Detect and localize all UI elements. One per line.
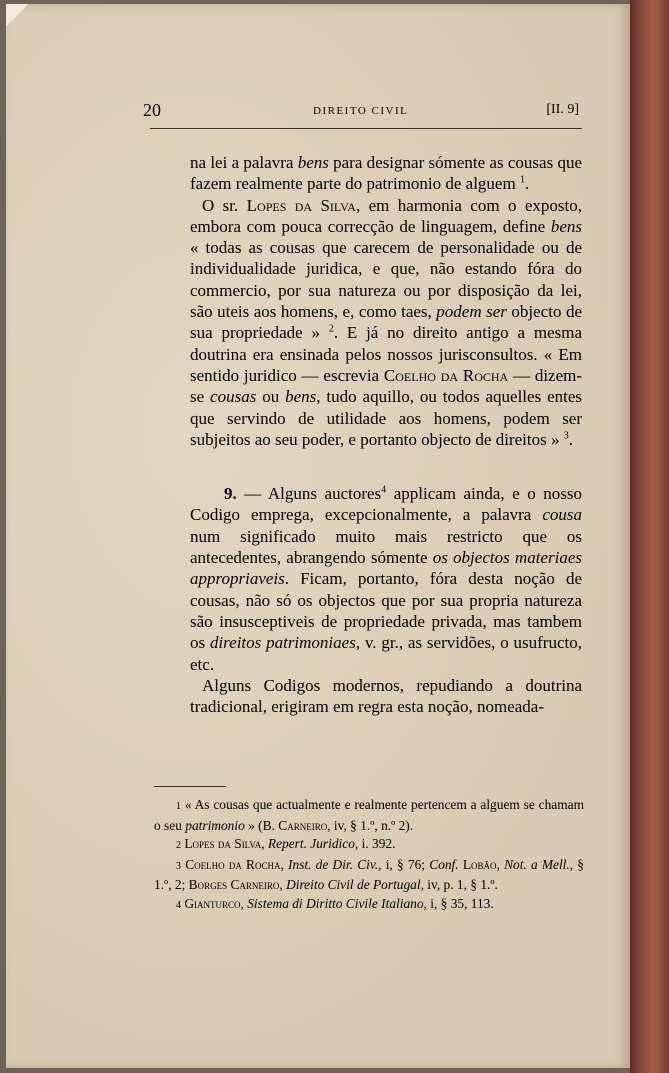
page-number: 20 [143,100,161,120]
footnote-4: 4 Gianturco, Sistema di Diritto Civile Italiano, i, § 35, 113. [176,895,494,911]
footnote-ref: 3 [563,430,569,442]
section-9-paragraph: 9. — Alguns auctores$^4$ applicam ainda, e o nosso Codigo emprega, excepcionalmente, a palavra cousa num significado muito mais restricto que os antecedentes, abrangendo sómente os objectos materiaes appropriaveis. Ficam, portanto, fóra desta noção de cousas, não só os objectos que por sua propria natureza são insusceptiveis de propriedade privada, mas tambem os direitos patrimoniaes, v. gr., as servidões, o usufructo, etc. [190,484,582,674]
paragraph-4: Alguns Codigos modernos, repudiando a doutrina tradicional, erigiram em regra esta noção, nomeada- [190,675,582,717]
footnote-rule [154,786,226,787]
header-rule [150,128,582,129]
folded-corner [6,4,28,26]
section-reference: [II. 9] [546,102,579,117]
footnote-ref: 1 [519,174,525,186]
footnote-ref: 2 [328,323,334,335]
running-title: DIREITO CIVIL [313,105,409,117]
body-text [190,152,582,717]
footnote-ref: 4 [381,484,387,496]
paragraph-1: na lei a palavra bens para designar sómente as cousas que fazem realmente parte do patrimonio de alguem $^1$. [190,153,582,194]
footnote-3: 3 Coelho da Rocha, Inst. de Dir. Civ., i, § 76; Conf. Lobão, Not. a Mell., § 1.º, 2; Borges Carneiro, Direito Civil de Portugal, iv, p. 1, § 1.º. [154,856,584,893]
footnote-1: 1 « As cousas que actualmente e realmente pertencem a alguem se chamam o seu patrimonio » (B. Carneiro, iv, § 1.º, n.º 2). [154,797,584,833]
book-spine [630,0,669,1073]
footnotes [154,796,584,916]
section-number: 9. [224,484,237,504]
footnote-2: 2 Lopes da Silva, Repert. Juridico, i. 392. [176,836,396,852]
page-header [143,100,579,124]
paragraph-2: O sr. Lopes da Silva, em harmonia com o exposto, embora com pouca correcção de linguagem, define bens « todas as cousas que carecem de personalidade ou de individualidade juridica, e que, não estando fóra do commercio, por sua natureza ou por disposição da lei, são uteis aos homens, e, como taes, podem ser objecto de sua propriedade » $^2$. E já no direito antigo a mesma doutrina era ensinada pelos nossos jurisconsultos. « Em sentido juridico — escrevia Coelho da Rocha — dizem-se cousas ou bens, tudo aquillo, ou todos aquelles entes que servindo de utilidade aos homens, podem ser subjeitos ao seu poder, e portanto objecto de direitos » $^3$. [190,195,583,449]
